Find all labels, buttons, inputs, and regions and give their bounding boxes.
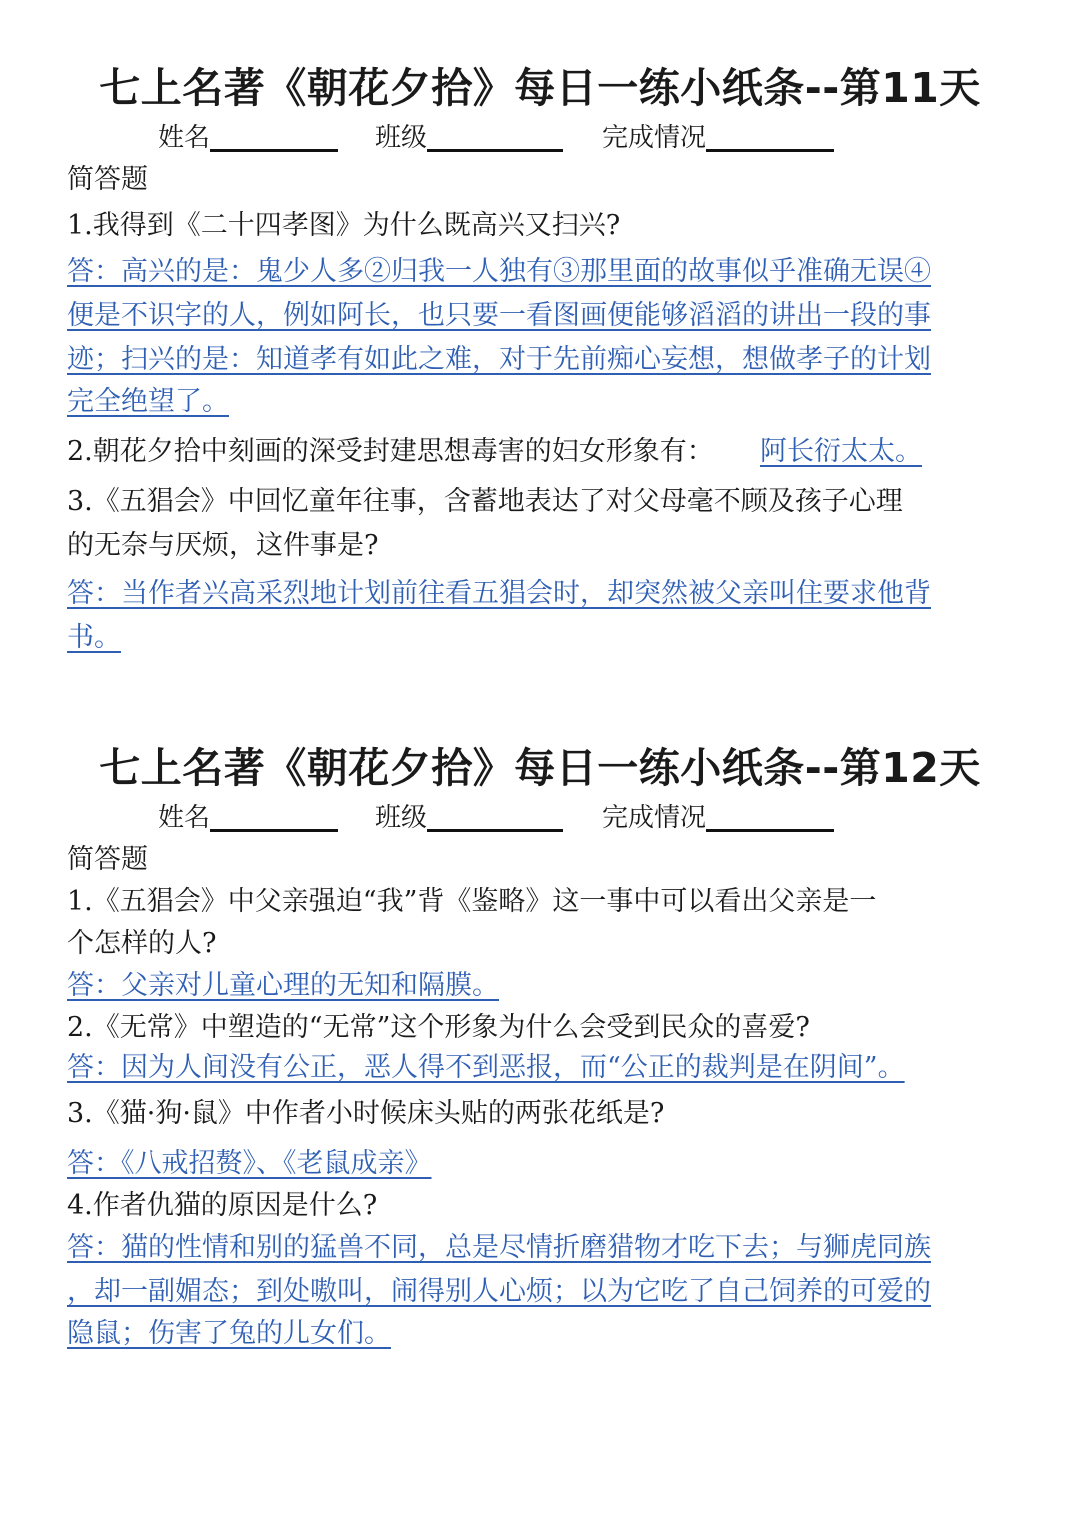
class-field[interactable] — [375, 118, 563, 158]
answer-3: 答：《八戒招赘》、《老鼠成亲》 — [67, 1148, 432, 1179]
question-3-line-2: 的无奈与厌烦，这件事是? — [67, 530, 379, 561]
answer-4-line-3: 隐鼠；伤害了兔的儿女们。 — [67, 1318, 391, 1349]
answer-1: 答：父亲对儿童心理的无知和隔膜。 — [67, 970, 499, 1001]
section-heading: 简答题 — [67, 164, 148, 195]
question-2: 2.朝花夕拾中刻画的深受封建思想毒害的妇女形象有： — [67, 436, 714, 467]
answer-3-line-1: 答：当作者兴高采烈地计划前往看五猖会时，却突然被父亲叫住要求他背 — [67, 578, 931, 609]
answer-2: 答：因为人间没有公正，恶人得不到恶报，而“公正的裁判是在阴间”。 — [67, 1052, 905, 1083]
name-label: 姓名 — [158, 803, 211, 833]
name-field[interactable] — [158, 118, 338, 158]
student-info-row — [0, 798, 1080, 838]
status-blank[interactable] — [706, 121, 834, 152]
question-4: 4.作者仇猫的原因是什么? — [67, 1190, 378, 1221]
class-label: 班级 — [375, 803, 428, 833]
question-3: 3.《猫·狗·鼠》中作者小时候床头贴的两张花纸是? — [67, 1098, 665, 1129]
question-1-line-1: 1.《五猖会》中父亲强迫“我”背《鉴略》这一事中可以看出父亲是一 — [67, 886, 877, 917]
student-info-row — [0, 118, 1080, 158]
question-3-line-1: 3.《五猖会》中回忆童年往事，含蓄地表达了对父母毫不顾及孩子心理 — [67, 486, 903, 517]
class-blank[interactable] — [427, 801, 563, 832]
answer-4-line-1: 答：猫的性情和别的猛兽不同，总是尽情折磨猎物才吃下去；与狮虎同族 — [67, 1232, 931, 1263]
worksheet-title: 七上名著《朝花夕拾》每日一练小纸条--第11天 — [99, 64, 981, 112]
answer-1-line-2: 便是不识字的人，例如阿长，也只要一看图画便能够滔滔的讲出一段的事 — [67, 300, 931, 331]
status-label: 完成情况 — [602, 123, 707, 153]
status-label: 完成情况 — [602, 803, 707, 833]
question-1: 1.我得到《二十四孝图》为什么既高兴又扫兴? — [67, 210, 621, 241]
class-blank[interactable] — [427, 121, 563, 152]
class-field[interactable] — [375, 798, 563, 838]
section-heading: 简答题 — [67, 844, 148, 875]
question-1-line-2: 个怎样的人? — [67, 928, 217, 959]
name-blank[interactable] — [210, 801, 338, 832]
answer-2: 阿长衍太太。 — [760, 436, 922, 467]
answer-1-line-4: 完全绝望了。 — [67, 386, 229, 417]
worksheet-day-11 — [0, 58, 1080, 653]
name-blank[interactable] — [210, 121, 338, 152]
status-field[interactable] — [602, 118, 834, 158]
answer-4-line-2: ，却一副媚态；到处嗷叫，闹得别人心烦；以为它吃了自己饲养的可爱的 — [67, 1276, 931, 1307]
class-label: 班级 — [375, 123, 428, 153]
status-field[interactable] — [602, 798, 834, 838]
name-label: 姓名 — [158, 123, 211, 153]
answer-1-line-1: 答：高兴的是：鬼少人多②归我一人独有③那里面的故事似乎准确无误④ — [67, 256, 931, 287]
answer-1-line-3: 迹；扫兴的是：知道孝有如此之难，对于先前痴心妄想，想做孝子的计划 — [67, 344, 931, 375]
name-field[interactable] — [158, 798, 338, 838]
worksheet-day-12 — [0, 738, 1080, 1349]
question-2: 2.《无常》中塑造的“无常”这个形象为什么会受到民众的喜爱? — [67, 1012, 810, 1043]
status-blank[interactable] — [706, 801, 834, 832]
answer-3-line-2: 书。 — [67, 622, 121, 653]
worksheet-title: 七上名著《朝花夕拾》每日一练小纸条--第12天 — [99, 744, 981, 792]
